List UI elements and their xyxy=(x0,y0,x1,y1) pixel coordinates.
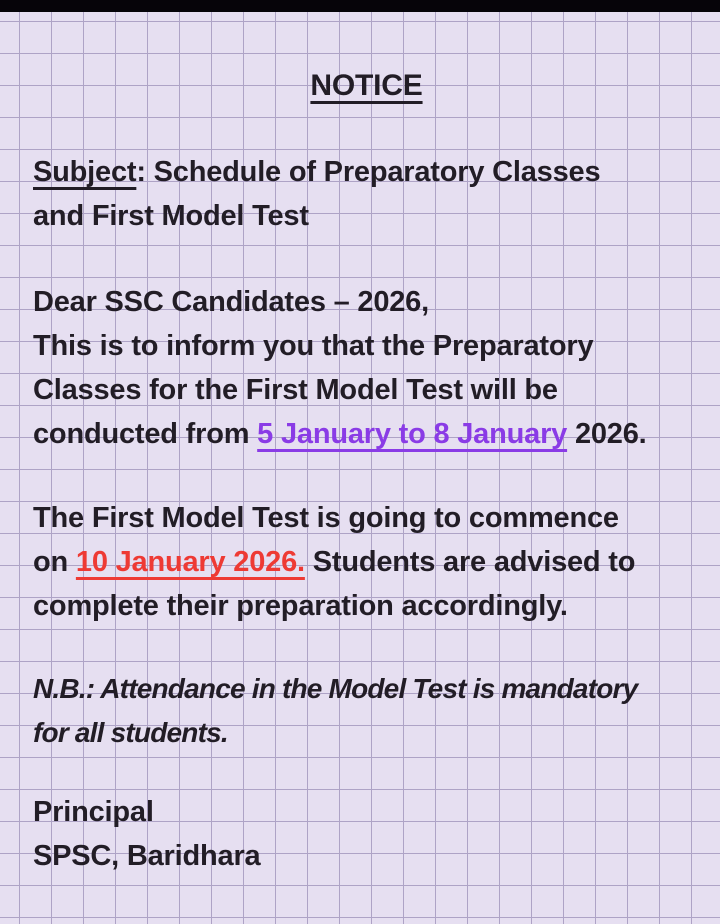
signature-role: Principal xyxy=(33,796,154,828)
para1-line-3-post: 2026. xyxy=(567,418,647,450)
subject-line-2: and First Model Test xyxy=(33,200,309,232)
para2-line-2 xyxy=(33,540,700,584)
prep-classes-dates-highlight: 5 January to 8 January xyxy=(257,418,568,450)
body-paragraph-2 xyxy=(33,496,700,628)
para2-line-2-post: Students are advised to xyxy=(304,546,636,578)
body-paragraph-1 xyxy=(33,280,700,456)
notice-title-row xyxy=(33,64,700,108)
notice-title: NOTICE xyxy=(310,69,423,102)
para2-line-1: The First Model Test is going to commence xyxy=(33,502,619,534)
subject-label: Subject xyxy=(33,156,137,188)
para1-line-3 xyxy=(33,412,700,456)
signature-block xyxy=(33,790,700,878)
greeting-line: Dear SSC Candidates – 2026, xyxy=(33,286,429,318)
para1-line-1: This is to inform you that the Preparatory xyxy=(33,330,594,362)
graph-paper-sheet xyxy=(0,12,720,924)
para2-line-3: complete their preparation accordingly. xyxy=(33,590,568,622)
subject-line-1 xyxy=(33,150,700,194)
nb-line-1: N.B.: Attendance in the Model Test is mandatory xyxy=(33,673,638,704)
nb-line-2: for all students. xyxy=(33,717,228,748)
model-test-date-highlight: 10 January 2026. xyxy=(75,546,305,578)
para1-line-2: Classes for the First Model Test will be xyxy=(33,374,558,406)
para2-line-2-pre: on xyxy=(33,546,76,578)
subject-line-1-rest: : Schedule of Preparatory Classes xyxy=(136,156,601,188)
subject-paragraph xyxy=(33,150,700,238)
top-black-bar xyxy=(0,0,720,12)
nb-paragraph xyxy=(33,667,700,755)
para1-line-3-pre: conducted from xyxy=(33,418,258,450)
signature-institution: SPSC, Baridhara xyxy=(33,840,261,872)
